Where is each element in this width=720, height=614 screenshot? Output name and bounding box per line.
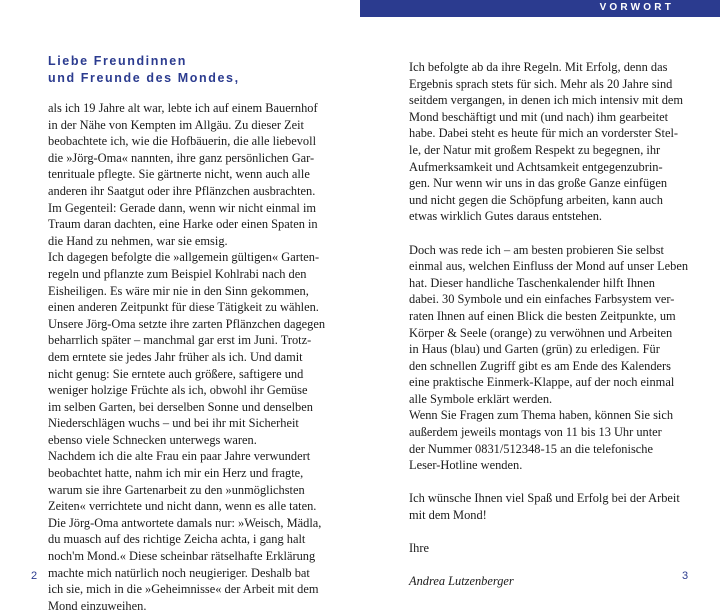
text-line: beharrlich später – manchmal gar erst im Juni. Trotz- xyxy=(48,333,312,348)
left-column xyxy=(48,100,348,614)
text-line: Aufmerksamkeit und Achtsamkeit entgegenzubrin- xyxy=(409,159,663,174)
paragraph-gap xyxy=(409,557,699,574)
text-line: Die Jörg-Oma antwortete damals nur: »Weisch, Mädla, xyxy=(48,515,322,530)
text-line: eine praktische Einmerk-Klappe, auf der noch einmal xyxy=(409,375,675,390)
text-line: anderen ihr Saatgut oder ihre Pflänzchen ausbrachten. xyxy=(48,183,316,198)
text-line: Ergebnis sprach stets für sich. Mehr als 20 Jahre sind xyxy=(409,76,673,91)
text-line: noch'm Mond.« Diese scheinbar rätselhafte Erklärung xyxy=(48,549,316,564)
page-number-right: 3 xyxy=(682,570,689,582)
text-line: Zeiten« verrichtete und nicht dann, wenn es alle taten. xyxy=(48,499,317,514)
text-line: hat. Dieser handliche Taschenkalender hilft Ihnen xyxy=(409,275,655,290)
text-line: die Hand zu nehmen, war sie emsig. xyxy=(48,233,228,248)
text-line: Unsere Jörg-Oma setzte ihre zarten Pflänzchen dagegen xyxy=(48,316,326,331)
text-line: regeln und pflanzte zum Beispiel Kohlrabi nach den xyxy=(48,266,307,281)
text-line: Im Gegenteil: Gerade dann, wenn wir nicht einmal im xyxy=(48,200,317,215)
text-line: die »Jörg-Oma« nannten, ihre ganz persönlichen Gar- xyxy=(48,150,315,165)
text-line: einmal aus, welchen Einfluss der Mond auf unser Leben xyxy=(409,259,689,274)
text-line: Ich dagegen befolgte die »allgemein gültigen« Garten- xyxy=(48,250,320,265)
text-line: du muasch auf des richtige Zeicha achta, i gang halt xyxy=(48,532,306,547)
salutation-line: und Freunde des Mondes, xyxy=(48,71,240,85)
text-line: seitdem vergangen, in denen ich mich intensiv mit dem xyxy=(409,93,684,108)
text-line: und nicht gegen die Schöpfung arbeiten, kann auch xyxy=(409,192,663,207)
text-line: im selben Garten, bei derselben Sonne und denselben xyxy=(48,399,313,414)
text-line: nicht genug: Sie erntete auch größere, saftigere und xyxy=(48,366,304,381)
section-label: VORWORT xyxy=(599,2,674,13)
text-line: Niederschlägen wuchs – und bei ihr mit Sicherheit xyxy=(48,416,299,431)
text-line: Eisheiligen. Es wäre mir nie in den Sinn gekommen, xyxy=(48,283,309,298)
text-line: warum sie ihre Gartenarbeit zu den »unmöglichsten xyxy=(48,482,305,497)
text-line: beobachtet hatte, nahm ich mir ein Herz und fragte, xyxy=(48,466,304,481)
text-line: mit dem Mond! xyxy=(409,508,487,523)
text-line: Körper & Seele (orange) zu verwöhnen und Arbeiten xyxy=(409,325,673,340)
text-line: Wenn Sie Fragen zum Thema haben, können Sie sich xyxy=(409,408,674,423)
text-line: einen anderen Zeitpunkt für diese Tätigkeit zu wählen. xyxy=(48,300,319,315)
text-line: alle Symbole erklärt werden. xyxy=(409,391,553,406)
signature: Andrea Lutzenberger xyxy=(409,574,514,589)
text-line: Mond beschäftigt und mit (und nach) ihm gearbeitet xyxy=(409,109,669,124)
text-line: dem erntete sie jedes Jahr früher als ich. Und damit xyxy=(48,349,303,364)
text-line: in der Nähe von Kempten im Allgäu. Zu dieser Zeit xyxy=(48,117,305,132)
text-line: tenrituale pflegte. Sie gärtnerte nicht, wenn auch alle xyxy=(48,167,310,182)
text-line: außerdem jeweils montags von 11 bis 13 Uhr unter xyxy=(409,425,662,440)
text-line: als ich 19 Jahre alt war, lebte ich auf einem Bauernhof xyxy=(48,101,318,115)
paragraph-gap xyxy=(409,225,699,242)
salutation-line: Liebe Freundinnen xyxy=(48,54,188,68)
text-line: habe. Dabei steht es heute für mich an vorderster Stel- xyxy=(409,126,679,141)
header-bar xyxy=(0,0,720,17)
text-line: in Haus (blau) und Garten (grün) zu erledigen. Für xyxy=(409,342,660,357)
text-line: Ich befolgte ab da ihre Regeln. Mit Erfolg, denn das xyxy=(409,60,668,74)
paragraph-gap xyxy=(409,474,699,491)
text-line: machte mich natürlich noch neugieriger. Deshalb bat xyxy=(48,565,310,580)
text-line: Leser-Hotline wenden. xyxy=(409,458,523,473)
text-line: gen. Nur wenn wir uns in das große Ganze einfügen xyxy=(409,176,668,191)
text-line: ebenso viele Schnecken unterwegs waren. xyxy=(48,432,257,447)
text-line: den schnellen Zugriff gibt es am Ende des Kalenders xyxy=(409,358,671,373)
text-line: Mond einzuweihen. xyxy=(48,598,147,613)
paragraph-gap xyxy=(409,524,699,541)
salutation xyxy=(48,53,348,87)
text-line: weniger holzige Früchte als ich, obwohl ihr Gemüse xyxy=(48,383,308,398)
text-line: dabei. 30 Symbole und ein einfaches Farbsystem ver- xyxy=(409,292,675,307)
text-line: ich sie, mich in die »Geheimnisse« der Arbeit mit dem xyxy=(48,582,319,597)
text-line: Traum daran dachten, eine Harke oder einen Spaten in xyxy=(48,217,318,232)
text-line: etwas wirklich Gutes daraus entstehen. xyxy=(409,209,603,224)
text-line: beobachtete ich, wie die Hofbäuerin, die alle liebevoll xyxy=(48,134,317,149)
closing: Ihre xyxy=(409,541,429,556)
text-line: Ich wünsche Ihnen viel Spaß und Erfolg bei der Arbeit xyxy=(409,491,680,506)
text-line: Nachdem ich die alte Frau ein paar Jahre verwundert xyxy=(48,449,311,464)
text-line: der Nummer 0831/512348-15 an die telefonische xyxy=(409,441,653,456)
text-line: raten Ihnen auf einen Blick die besten Zeitpunkte, um xyxy=(409,308,676,323)
text-line: le, der Natur mit großem Respekt zu begegnen, ihr xyxy=(409,142,661,157)
right-column xyxy=(409,59,699,590)
page-number-left: 2 xyxy=(31,570,38,582)
text-line: Doch was rede ich – am besten probieren Sie selbst xyxy=(409,242,664,257)
